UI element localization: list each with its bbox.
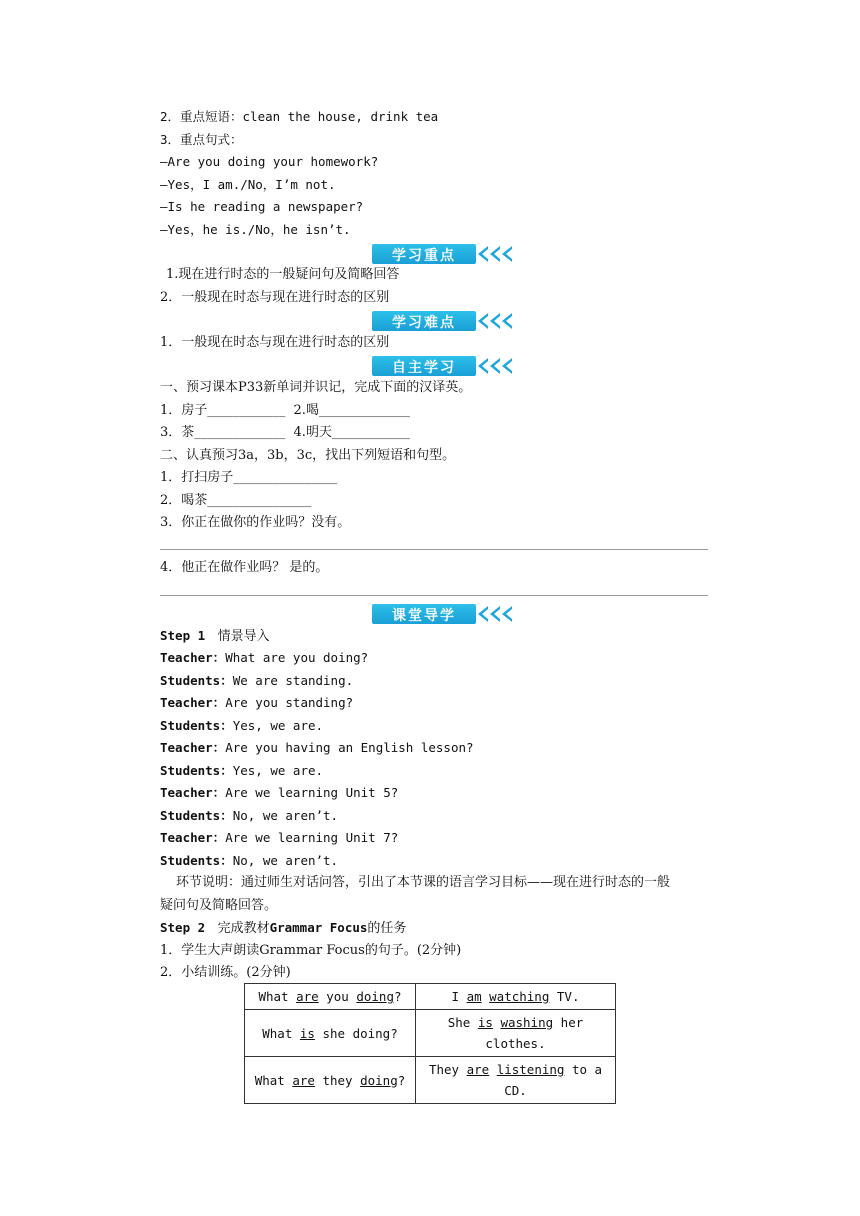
speaker-label: Students： — [160, 852, 233, 868]
table-row — [245, 1057, 616, 1104]
dialogue-text: What are you doing? — [225, 650, 369, 665]
chevron-left-icon — [478, 606, 488, 622]
sentence-line: —Is he reading a newspaper? — [160, 199, 364, 214]
dialogue-line — [160, 852, 338, 871]
classroom-banner — [372, 604, 522, 624]
key-point-item: 2．一般现在时态与现在进行时态的区别 — [160, 290, 390, 305]
speaker-label: Teacher： — [160, 830, 226, 845]
speaker-label: Teacher： — [160, 695, 226, 710]
self-study-part1-title: 一、预习课本P33新单词并识记，完成下面的汉译英。 — [160, 380, 472, 395]
speaker-label: Students： — [160, 762, 233, 778]
step2-heading — [160, 919, 406, 938]
table-row — [245, 984, 616, 1010]
phrase-question: 2．喝茶________________ — [160, 493, 312, 508]
difficulty-item: 1．一般现在时态与现在进行时态的区别 — [160, 335, 390, 350]
dialogue-text: We are standing. — [232, 672, 354, 688]
step-label: Step 1 — [160, 628, 206, 643]
dialogue-line — [160, 649, 368, 668]
translation-row: 3．茶______________ 4.明天____________ — [160, 425, 410, 440]
step-title: 情景导入 — [217, 629, 270, 644]
grammar-table — [244, 983, 616, 1104]
chevron-left-icon — [490, 358, 500, 374]
chevron-left-icon — [490, 313, 500, 329]
note-line: 疑问句及简略回答。 — [160, 898, 278, 913]
sentence-line: —Yes，I am./No，I’m not. — [160, 177, 336, 192]
self-study-banner — [372, 356, 522, 376]
chevron-left-icon — [490, 606, 500, 622]
dialogue-line — [160, 739, 474, 758]
phrase-question: 4．他正在做作业吗？ 是的。 — [160, 560, 329, 575]
banner-label: 学习难点 — [392, 315, 456, 331]
key-point-item: 1.现在进行时态的一般疑问句及简略回答 — [166, 267, 400, 282]
banner-label: 课堂导学 — [392, 608, 456, 624]
speaker-label: Teacher： — [160, 740, 226, 755]
key-points-banner — [372, 244, 522, 264]
dialogue-text: No, we aren’t. — [232, 852, 339, 868]
dialogue-line — [160, 694, 353, 713]
difficulties-banner — [372, 311, 522, 331]
step-title-pre: 完成教材 — [217, 921, 270, 936]
chevron-left-icon — [502, 358, 512, 374]
step-title-post: 的任务 — [367, 921, 407, 936]
phrase-question: 1．打扫房子________________ — [160, 470, 338, 485]
dialogue-text: Are you having an English lesson? — [225, 740, 474, 755]
dialogue-line — [160, 829, 398, 848]
speaker-label: Teacher： — [160, 785, 226, 800]
dialogue-text: No, we aren’t. — [232, 807, 339, 823]
question-cell: What are you doing? — [245, 984, 416, 1010]
dialogue-line — [160, 807, 338, 826]
self-study-part2-title: 二、认真预习3a，3b，3c，找出下列短语和句型。 — [160, 448, 456, 463]
dialogue-line — [160, 784, 398, 803]
chevron-left-icon — [502, 313, 512, 329]
dialogue-text: Are we learning Unit 5? — [225, 785, 399, 800]
speaker-label: Students： — [160, 717, 233, 733]
dialogue-text: Are we learning Unit 7? — [225, 830, 399, 845]
chevron-left-icon — [502, 606, 512, 622]
banner-label: 学习重点 — [392, 248, 456, 264]
answer-cell: They are listening to a CD. — [416, 1057, 616, 1104]
answer-cell: She is washing her clothes. — [416, 1010, 616, 1057]
sentence-line: —Yes，he is./No，he isn’t. — [160, 222, 351, 237]
speaker-label: Students： — [160, 807, 233, 823]
question-cell: What are they doing? — [245, 1057, 416, 1104]
chevron-left-icon — [478, 246, 488, 262]
dialogue-line — [160, 762, 323, 781]
step2-item: 1．学生大声朗读Grammar Focus的句子。(2分钟) — [160, 943, 462, 958]
note-line: 环节说明：通过师生对话问答，引出了本节课的语言学习目标——现在进行时态的一般 — [176, 875, 671, 890]
speaker-label: Students： — [160, 672, 233, 688]
chevron-left-icon — [502, 246, 512, 262]
step-title-bold: Grammar Focus — [269, 920, 368, 935]
speaker-label: Teacher： — [160, 650, 226, 665]
answer-line — [160, 549, 708, 550]
answer-cell: I am watching TV. — [416, 984, 616, 1010]
dialogue-line — [160, 672, 353, 691]
sentence-line: —Are you doing your homework? — [160, 154, 379, 169]
chevron-left-icon — [478, 358, 488, 374]
banner-label: 自主学习 — [392, 360, 456, 376]
dialogue-text: Yes, we are. — [232, 717, 324, 733]
chevron-left-icon — [478, 313, 488, 329]
step-label: Step 2 — [160, 920, 206, 935]
question-cell: What is she doing? — [245, 1010, 416, 1057]
dialogue-text: Yes, we are. — [232, 762, 324, 778]
phrase-question: 3．你正在做你的作业吗？没有。 — [160, 515, 351, 530]
translation-row: 1．房子____________ 2.喝______________ — [160, 403, 410, 418]
table-row — [245, 1010, 616, 1057]
step1-heading — [160, 627, 270, 646]
dialogue-text: Are you standing? — [225, 695, 354, 710]
chevron-left-icon — [490, 246, 500, 262]
key-sentences-title: 3．重点句式： — [160, 132, 243, 147]
key-phrases-line: 2．重点短语：clean the house, drink tea — [160, 109, 439, 124]
answer-line — [160, 595, 708, 596]
dialogue-line — [160, 717, 323, 736]
step2-item: 2．小结训练。(2分钟) — [160, 965, 291, 980]
